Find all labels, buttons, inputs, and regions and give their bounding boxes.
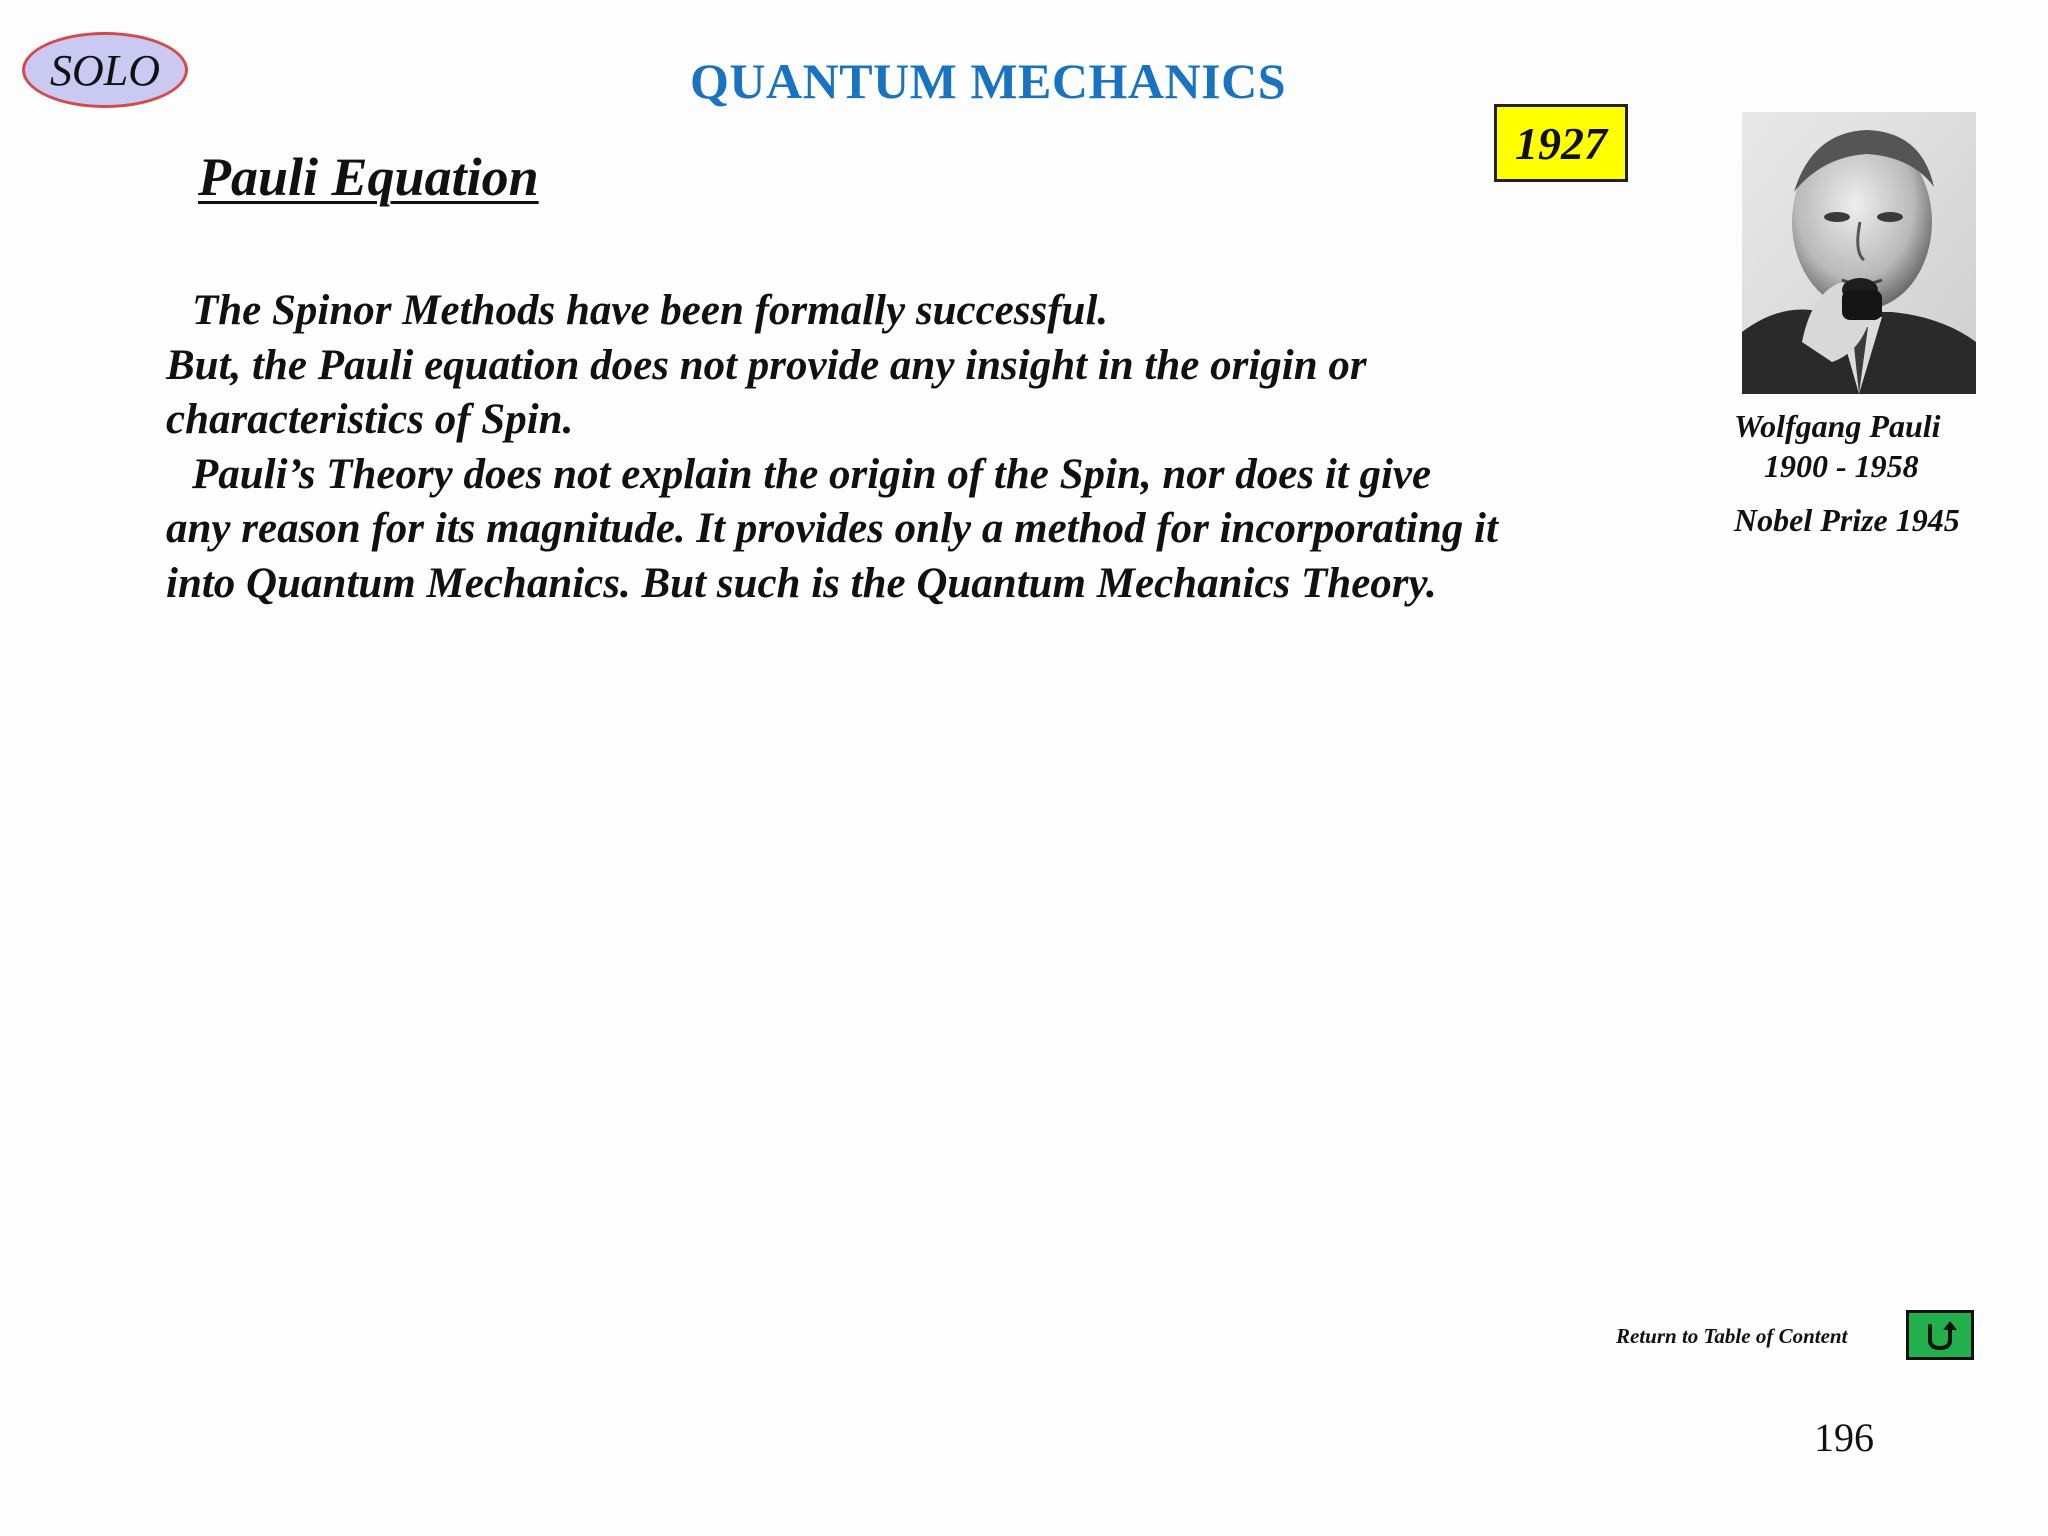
page-number: 196 <box>1814 1415 1874 1460</box>
logo-text: SOLO <box>49 45 161 95</box>
body-line: into Quantum Mechanics. But such is the Quantum Mechanics Theory. <box>166 559 1437 607</box>
page-title: QUANTUM MECHANICS <box>690 53 1286 109</box>
body-text <box>166 284 1606 611</box>
portrait-prize: Nobel Prize 1945 <box>1734 502 1960 538</box>
portrait-name: Wolfgang Pauli <box>1734 408 1941 444</box>
return-to-toc-button[interactable] <box>1906 1310 1974 1360</box>
body-line: But, the Pauli equation does not provide any insight in the origin or <box>166 341 1367 389</box>
u-turn-arrow-icon <box>1920 1318 1960 1352</box>
year-badge: 1927 <box>1494 104 1628 182</box>
solo-logo <box>22 32 188 108</box>
return-to-toc-link[interactable]: Return to Table of Content <box>1616 1324 1848 1348</box>
portrait-years: 1900 - 1958 <box>1764 448 1919 484</box>
portrait-illustration <box>1742 112 1976 394</box>
body-line: characteristics of Spin. <box>166 396 574 443</box>
section-title: Pauli Equation <box>198 147 539 207</box>
body-line: any reason for its magnitude. It provides only a method for incorporating it <box>166 505 1498 552</box>
portrait-photo <box>1742 112 1976 394</box>
body-line: Pauli’s Theory does not explain the origin of the Spin, nor does it give <box>192 450 1432 498</box>
body-line: The Spinor Methods have been formally successful. <box>192 287 1109 334</box>
